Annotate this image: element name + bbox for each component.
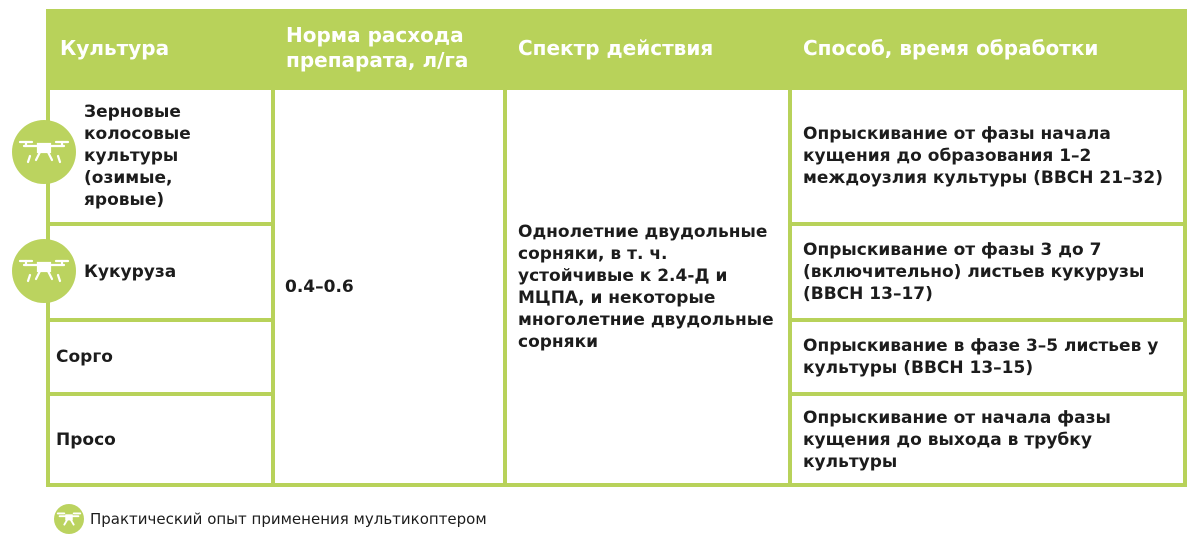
crop-name: Просо: [56, 429, 116, 450]
legend: [54, 504, 487, 534]
spectrum-value: Однолетние двудольные сорняки, в т. ч. устойчивые к 2.4-Д и МЦПА, и некоторые многолетние двудольные сорняки: [518, 221, 774, 352]
drone-icon: [54, 504, 84, 534]
method-text: Опрыскивание от фазы 3 до 7 (включительно) листьев кукурузы (BBCH 13–17): [803, 240, 1145, 304]
crop-treatment-table: [46, 9, 1187, 487]
spectrum-cell: [507, 90, 788, 483]
method-text: Опрыскивание от фазы начала кущения до образования 1–2 междоузлия культуры (BBCH 21–32): [803, 124, 1164, 188]
crop-cell-millet: [50, 396, 271, 483]
method-cell-millet: [792, 396, 1183, 483]
method-text: Опрыскивание в фазе 3–5 листьев у культуры (BBCH 13–15): [803, 336, 1159, 378]
header-spectrum: Спектр действия: [518, 35, 714, 60]
method-text: Опрыскивание от начала фазы кущения до выхода в трубку культуры: [803, 407, 1111, 472]
crop-cell-sorghum: [50, 322, 271, 392]
crop-cell-corn: [50, 226, 271, 318]
rate-value: 0.4–0.6: [285, 276, 354, 297]
crop-name: Кукуруза: [84, 262, 177, 282]
method-cell-sorghum: [792, 322, 1183, 392]
header-method: Способ, время обработки: [803, 35, 1099, 60]
drone-icon: [12, 239, 76, 303]
method-cell-cereals: [792, 90, 1183, 222]
drone-icon: [12, 120, 76, 184]
header-rate: Норма расхода препарата, л/га: [286, 23, 469, 72]
crop-name: Зерновые колосовые культуры (озимые, яровые): [84, 102, 191, 210]
legend-text: Практический опыт применения мультикоптером: [90, 510, 487, 528]
header-crop: Культура: [60, 35, 170, 60]
method-cell-corn: [792, 226, 1183, 318]
rate-cell: [275, 90, 503, 483]
crop-name: Сорго: [56, 347, 113, 367]
crop-cell-cereals: [50, 90, 271, 222]
